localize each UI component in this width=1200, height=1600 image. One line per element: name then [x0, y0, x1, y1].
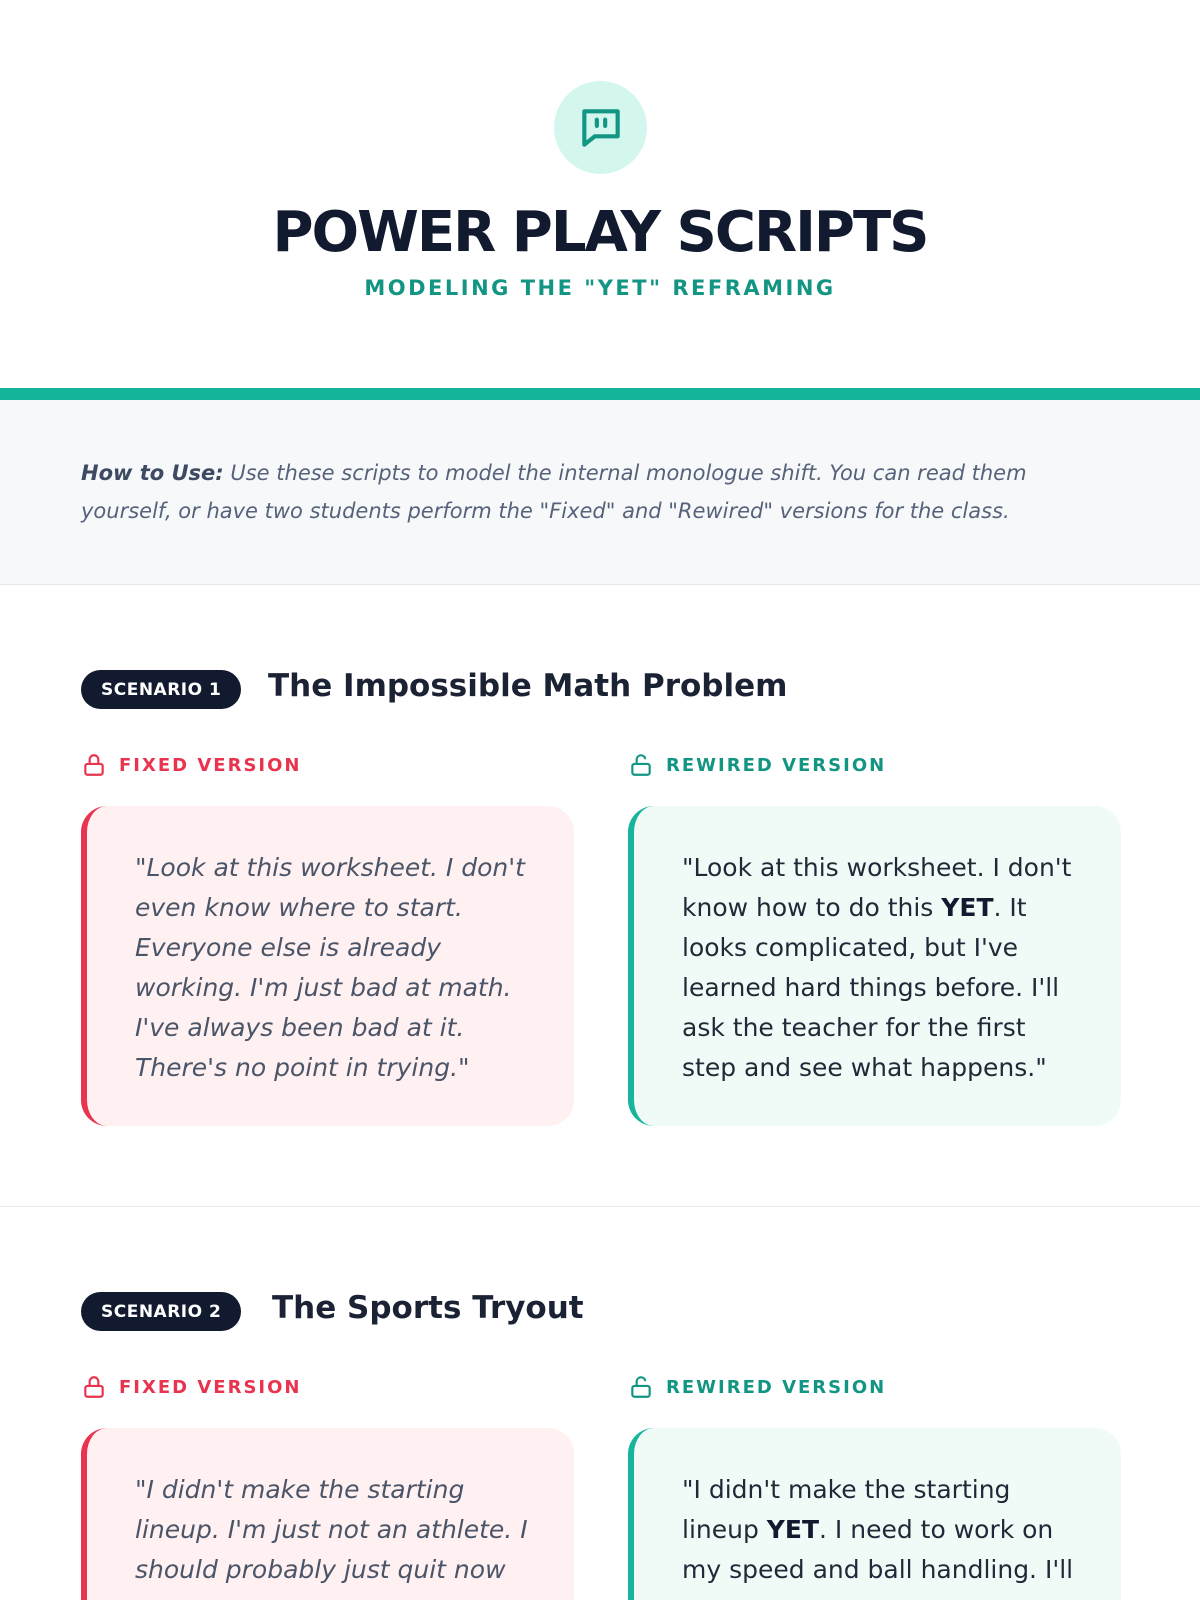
rewired-version-text: REWIRED VERSION [666, 1376, 887, 1398]
rewired-script-text: "I didn't make the starting lineup YET. I need to work on my speed and ball handling. I'll [682, 1475, 1074, 1584]
scenario-badge: SCENARIO 2 [81, 1292, 241, 1331]
scenario-title: The Sports Tryout [272, 1290, 584, 1326]
fixed-script-text: "I didn't make the starting lineup. I'm just not an athlete. I should probably just quit now [135, 1475, 528, 1584]
how-to-use-text [81, 454, 1121, 530]
rewired-version-text: REWIRED VERSION [666, 754, 887, 776]
fixed-version-text: FIXED VERSION [119, 1376, 302, 1398]
fixed-version-label [81, 1374, 302, 1400]
page-title: POWER PLAY SCRIPTS [272, 200, 928, 265]
rewired-version-label [628, 1374, 886, 1400]
page-subtitle: MODELING THE "YET" REFRAMING [364, 276, 836, 300]
rewired-script-card [628, 806, 1121, 1126]
fixed-script-card [81, 806, 574, 1126]
fixed-script-text: "Look at this worksheet. I don't even know where to start. Everyone else is already working. I'm just bad at math. I've always been bad at it. There's no point in trying." [135, 853, 525, 1082]
fixed-version-label [81, 752, 302, 778]
rewired-version-label [628, 752, 886, 778]
rewired-script-card [628, 1428, 1121, 1600]
header-accent-bar [0, 388, 1200, 400]
quote-bubble-icon [576, 103, 626, 153]
logo-badge [554, 81, 647, 174]
how-to-use-body: Use these scripts to model the internal monologue shift. You can read them yourself, or have two students perform the "Fixed" and "Rewired" versions for the class. [81, 461, 1027, 523]
yet-emphasis: YET [766, 1515, 820, 1544]
scenario-title: The Impossible Math Problem [268, 668, 788, 704]
unlock-icon [628, 752, 654, 778]
unlock-icon [628, 1374, 654, 1400]
lock-icon [81, 1374, 107, 1400]
header [0, 0, 1200, 388]
lock-icon [81, 752, 107, 778]
scenario-badge: SCENARIO 1 [81, 670, 241, 709]
yet-emphasis: YET [941, 893, 994, 922]
fixed-version-text: FIXED VERSION [119, 754, 302, 776]
rewired-script-text: "Look at this worksheet. I don't know how to do this YET. It looks complicated, but I've learned hard things before. I'll ask the teacher for the first step and see what happens." [682, 853, 1072, 1082]
scenario-divider [0, 1206, 1200, 1207]
how-to-use-label: How to Use: [81, 461, 224, 485]
fixed-script-card [81, 1428, 574, 1600]
